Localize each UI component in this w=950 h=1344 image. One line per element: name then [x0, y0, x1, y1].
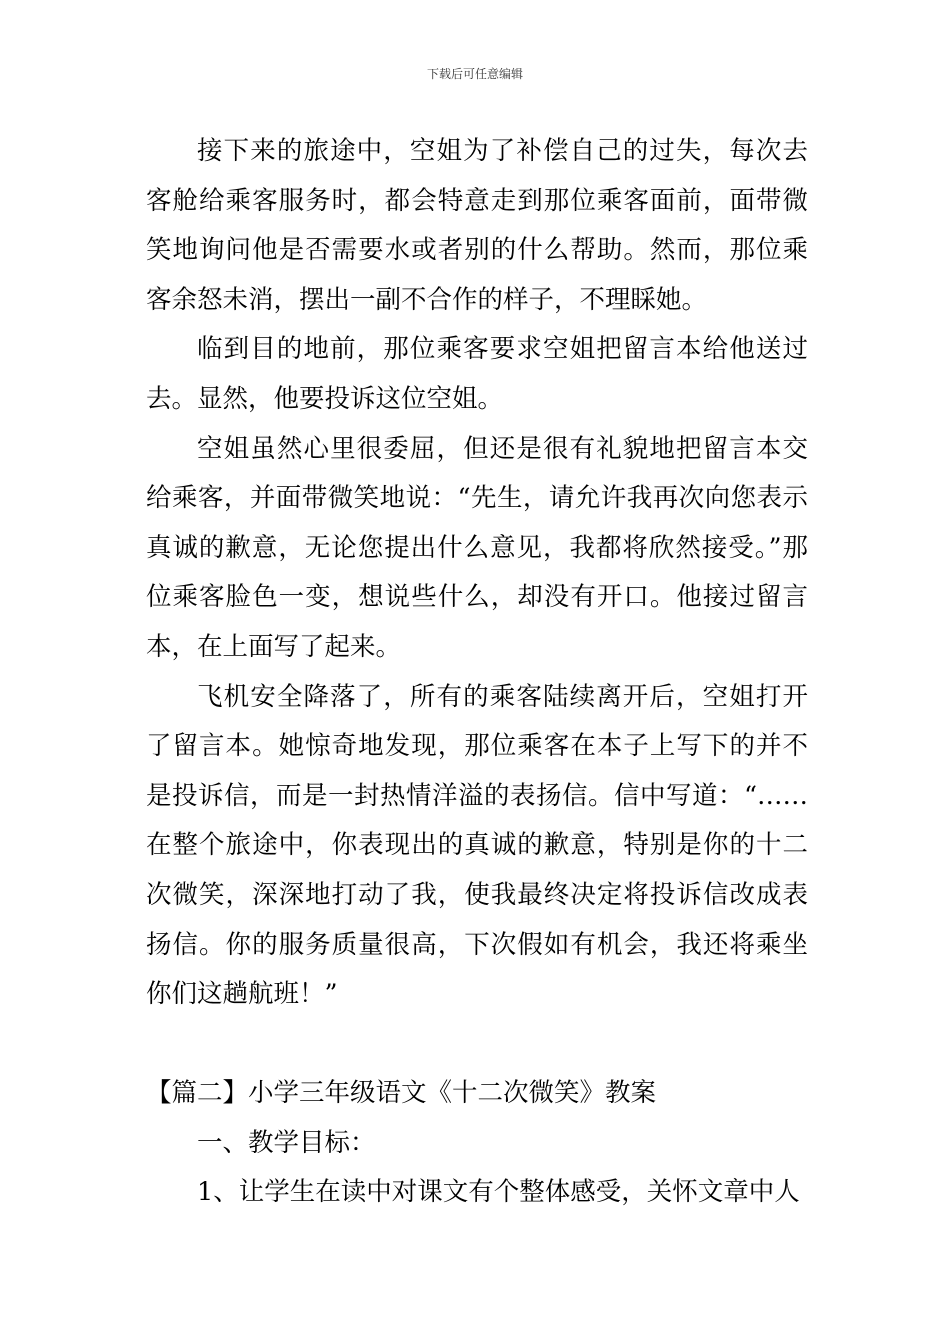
paragraph-2: 临到目的地前，那位乘客要求空姐把留言本给他送过去。显然，他要投诉这位空姐。	[146, 334, 808, 414]
section-title: 【篇二】小学三年级语文《十二次微笑》教案	[146, 1078, 657, 1109]
section-paragraph-2: 1、让学生在读中对课文有个整体感受，关怀文章中人	[197, 1177, 800, 1208]
paragraph-1: 接下来的旅途中，空姐为了补偿自己的过失，每次去客舱给乘客服务时，都会特意走到那位乘客面前，面带微笑地询问他是否需要水或者别的什么帮助。然而，那位乘客余怒未消，摆出一副不合作的样子，不理睬她。	[146, 136, 808, 315]
document-body	[146, 127, 808, 1218]
paragraph-4: 飞机安全降落了，所有的乘客陆续离开后，空姐打开了留言本。她惊奇地发现，那位乘客在本子上写下的并不是投诉信，而是一封热情洋溢的表扬信。信中写道：“……在整个旅途中，你表现出的真诚的歉意，特别是你的十二次微笑，深深地打动了我，使我最终决定将投诉信改成表扬信。你的服务质量很高，下次假如有机会，我还将乘坐你们这趟航班！”	[146, 681, 808, 1010]
section-paragraph-1: 一、教学目标：	[197, 1127, 376, 1158]
header-note: 下载后可任意编辑	[426, 67, 523, 81]
paragraph-3: 空姐虽然心里很委屈，但还是很有礼貌地把留言本交给乘客，并面带微笑地说：“先生，请允许我再次向您表示真诚的歉意，无论您提出什么意见，我都将欣然接受。”那位乘客脸色一变，想说些什么，却没有开口。他接过留言本，在上面写了起来。	[146, 433, 808, 662]
